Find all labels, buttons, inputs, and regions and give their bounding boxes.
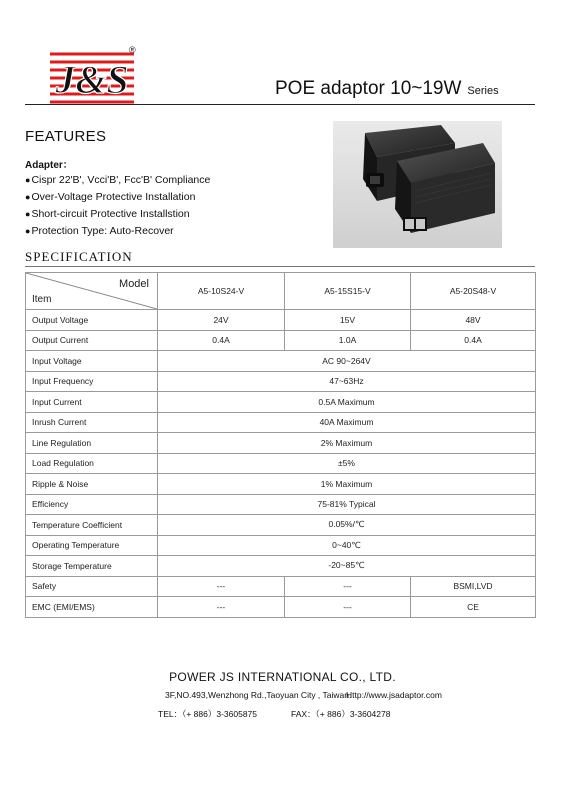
spec-item-label: Efficiency — [26, 494, 158, 515]
feature-item: ●Over-Voltage Protective Installation — [25, 191, 196, 203]
model-header-cell: A5-20S48-V — [411, 273, 536, 310]
bullet-icon: ● — [25, 209, 31, 219]
spec-item-label: Input Voltage — [26, 351, 158, 372]
table-row — [26, 330, 536, 351]
model-item-header-cell — [26, 273, 158, 310]
specification-heading: SPECIFICATION — [25, 249, 133, 264]
spec-item-label: Line Regulation — [26, 433, 158, 454]
spec-value: CE — [411, 597, 536, 618]
bullet-icon: ● — [25, 192, 31, 202]
model-header-cell: A5-15S15-V — [285, 273, 411, 310]
features-heading: FEATURES — [25, 128, 107, 145]
company-address: 3F,NO.493,Wenzhong Rd.,Taoyuan City , Taiwan. — [165, 690, 352, 700]
bullet-icon: ● — [25, 175, 31, 185]
table-row — [26, 392, 536, 413]
spec-item-label: EMC (EMI/EMS) — [26, 597, 158, 618]
spec-item-label: Temperature Coefficient — [26, 515, 158, 536]
spec-value: --- — [285, 576, 411, 597]
spec-value-all-models: -20~85℃ — [158, 556, 536, 577]
spec-value: --- — [285, 597, 411, 618]
company-logo — [44, 44, 140, 110]
table-row — [26, 576, 536, 597]
company-name: POWER JS INTERNATIONAL CO., LTD. — [169, 670, 396, 684]
spec-value: --- — [158, 576, 285, 597]
specification-table — [25, 272, 536, 618]
spec-value: 1.0A — [285, 330, 411, 351]
company-fax: FAX：（+ 886）3-3604278 — [291, 709, 391, 719]
page-title — [275, 78, 499, 100]
spec-value: BSMI,LVD — [411, 576, 536, 597]
feature-item: ●Short-circuit Protective Installstion — [25, 208, 190, 220]
adapter-label: Adapter： — [25, 160, 73, 171]
product-title: POE adaptor 10~19W — [275, 78, 462, 99]
spec-value: 0.4A — [158, 330, 285, 351]
spec-item-label: Output Voltage — [26, 310, 158, 331]
header-divider — [25, 104, 535, 105]
table-row — [26, 597, 536, 618]
svg-text:®: ® — [129, 45, 136, 55]
table-row — [26, 453, 536, 474]
company-website: Http://www.jsadaptor.com — [346, 690, 442, 700]
model-header-label: Model — [119, 278, 149, 290]
spec-item-label: Safety — [26, 576, 158, 597]
spec-item-label: Storage Temperature — [26, 556, 158, 577]
spec-item-label: Input Frequency — [26, 371, 158, 392]
table-row — [26, 351, 536, 372]
table-row — [26, 535, 536, 556]
spec-value: --- — [158, 597, 285, 618]
feature-item: ●Cispr 22'B', Vcci'B', Fcc'B' Compliance — [25, 174, 211, 186]
spec-item-label: Ripple & Noise — [26, 474, 158, 495]
table-row — [26, 556, 536, 577]
spec-value-all-models: AC 90~264V — [158, 351, 536, 372]
spec-value-all-models: 40A Maximum — [158, 412, 536, 433]
spec-value: 48V — [411, 310, 536, 331]
table-row — [26, 433, 536, 454]
series-label: Series — [467, 85, 499, 97]
spec-value: 15V — [285, 310, 411, 331]
model-header-cell: A5-10S24-V — [158, 273, 285, 310]
spec-value: 0.4A — [411, 330, 536, 351]
spec-value-all-models: ±5% — [158, 453, 536, 474]
svg-text:J&S: J&S — [55, 57, 129, 102]
spec-item-label: Load Regulation — [26, 453, 158, 474]
spec-value-all-models: 47~63Hz — [158, 371, 536, 392]
spec-value-all-models: 0.05%/℃ — [158, 515, 536, 536]
table-row — [26, 494, 536, 515]
spec-value-all-models: 1% Maximum — [158, 474, 536, 495]
spec-item-label: Inrush Current — [26, 412, 158, 433]
table-header-row — [26, 273, 536, 310]
spec-item-label: Input Current — [26, 392, 158, 413]
spec-value-all-models: 0.5A Maximum — [158, 392, 536, 413]
table-row — [26, 310, 536, 331]
spec-value: 24V — [158, 310, 285, 331]
spec-value-all-models: 0~40℃ — [158, 535, 536, 556]
table-row — [26, 474, 536, 495]
feature-item: ●Protection Type: Auto-Recover — [25, 225, 174, 237]
product-photo — [333, 121, 502, 248]
feature-list — [25, 172, 210, 240]
table-row — [26, 371, 536, 392]
bullet-icon: ● — [25, 226, 31, 236]
spec-value-all-models: 75-81% Typical — [158, 494, 536, 515]
specification-divider — [25, 266, 535, 267]
spec-item-label: Output Current — [26, 330, 158, 351]
spec-value-all-models: 2% Maximum — [158, 433, 536, 454]
table-row — [26, 515, 536, 536]
company-telephone: TEL：（+ 886）3-3605875 — [158, 709, 257, 719]
spec-item-label: Operating Temperature — [26, 535, 158, 556]
item-header-label: Item — [32, 294, 52, 305]
table-row — [26, 412, 536, 433]
